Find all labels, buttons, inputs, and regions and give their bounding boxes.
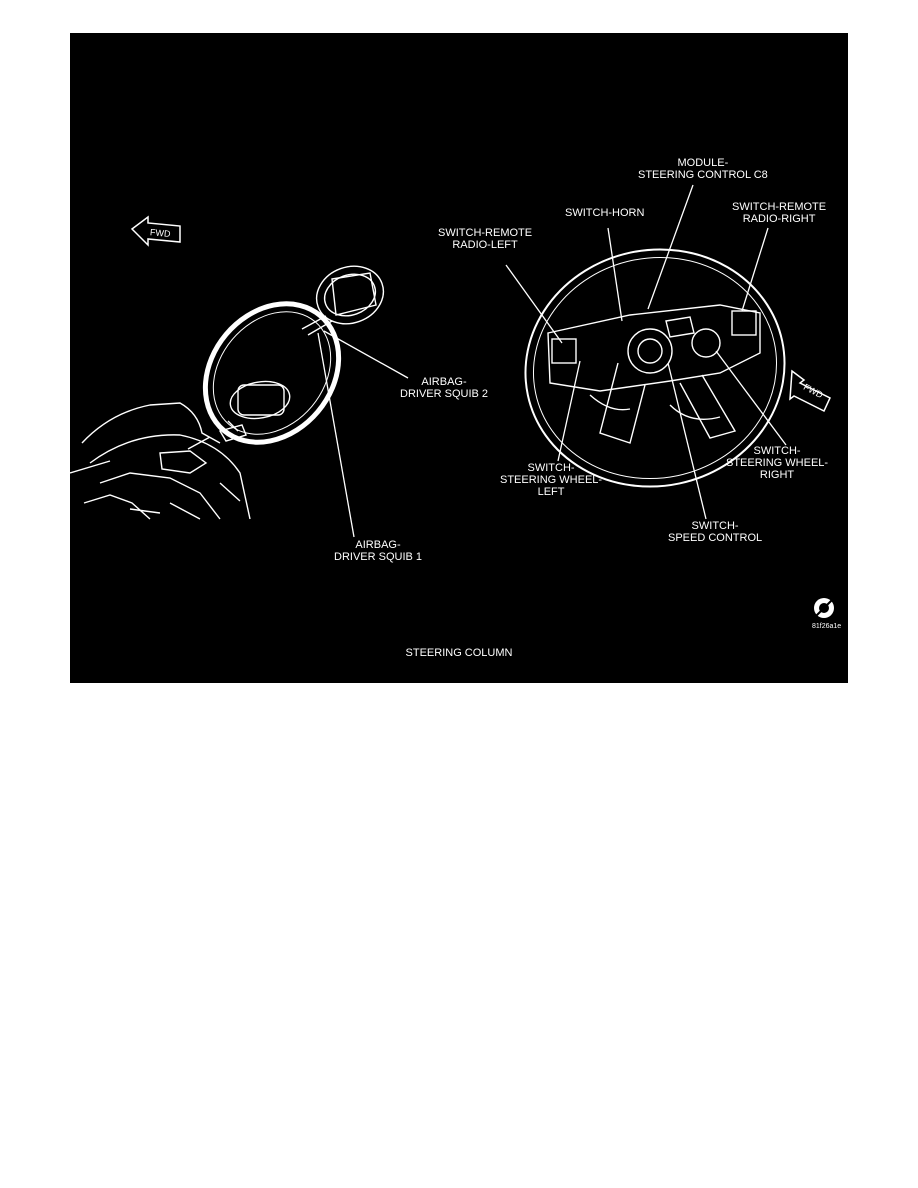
airbag-module-illustration xyxy=(302,257,392,335)
figure-caption: STEERING COLUMN xyxy=(405,647,513,659)
steering-column-illustration xyxy=(70,403,250,519)
steering-wheel-left-illustration xyxy=(178,277,366,469)
diagram-figure xyxy=(70,33,848,683)
label-switch-speed-control: SWITCH- SPEED CONTROL xyxy=(668,520,763,544)
diagram-artwork xyxy=(70,33,848,683)
label-switch-horn: SWITCH-HORN xyxy=(565,207,645,219)
fwd-label-right: FWD xyxy=(801,381,825,401)
fwd-label-left: FWD xyxy=(149,227,171,239)
label-switch-steering-wheel-left: SWITCH- STEERING WHEEL- LEFT xyxy=(500,462,603,498)
label-switch-remote-radio-left: SWITCH-REMOTE RADIO-LEFT xyxy=(438,227,533,251)
label-airbag-driver-squib-1: AIRBAG- DRIVER SQUIB 1 xyxy=(334,539,423,563)
label-airbag-driver-squib-2: AIRBAG- DRIVER SQUIB 2 xyxy=(400,376,489,400)
label-module-steering-control: MODULE- STEERING CONTROL C8 xyxy=(638,157,768,181)
figure-id: 81f26a1e xyxy=(812,623,842,630)
label-switch-steering-wheel-right: SWITCH- STEERING WHEEL- RIGHT xyxy=(726,445,829,481)
gear-emblem-icon xyxy=(814,598,834,618)
label-switch-remote-radio-right: SWITCH-REMOTE RADIO-RIGHT xyxy=(732,201,827,225)
